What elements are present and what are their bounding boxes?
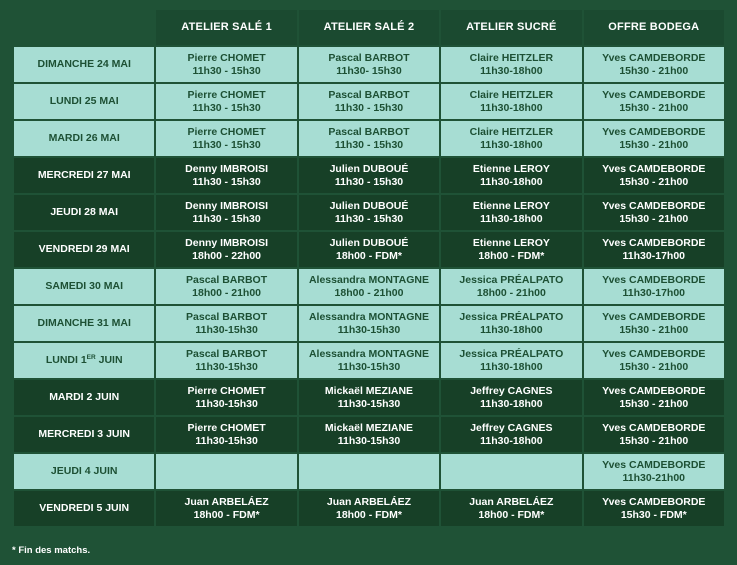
schedule-cell — [299, 269, 439, 304]
schedule-cell — [584, 306, 724, 341]
corner-cell — [14, 10, 154, 45]
chef-name: Jeffrey CAGNES — [470, 384, 553, 397]
time-slot: 15h30 - 21h00 — [619, 212, 689, 225]
time-slot: 11h30 - 15h30 — [192, 64, 261, 77]
schedule-cell — [156, 306, 296, 341]
chef-name: Yves CAMDEBORDE — [602, 88, 706, 101]
schedule-cell — [584, 269, 724, 304]
time-slot: 11h30 - 15h30 — [334, 175, 404, 188]
schedule-cell — [441, 491, 581, 526]
schedule-cell — [584, 343, 724, 378]
time-slot: 15h30 - 21h00 — [619, 397, 689, 410]
schedule-cell — [584, 380, 724, 415]
chef-name: Yves CAMDEBORDE — [602, 236, 706, 249]
day-label — [14, 158, 154, 193]
day-label — [14, 47, 154, 82]
schedule-cell — [299, 195, 439, 230]
time-slot: 18h00 - 21h00 — [334, 286, 404, 299]
time-slot: 11h30 - 15h30 — [192, 212, 261, 225]
time-slot: 11h30-17h00 — [622, 249, 686, 262]
schedule-row — [14, 417, 724, 452]
time-slot: 11h30-18h00 — [480, 397, 543, 410]
schedule-body — [14, 47, 724, 526]
chef-name: Yves CAMDEBORDE — [602, 310, 706, 323]
chef-name: Julien DUBOUÉ — [329, 162, 409, 175]
chef-name: Alessandra MONTAGNE — [308, 310, 429, 323]
chef-name: Yves CAMDEBORDE — [602, 421, 706, 434]
schedule-cell — [584, 158, 724, 193]
schedule-cell — [441, 269, 581, 304]
chef-name: Claire HEITZLER — [469, 125, 554, 138]
schedule-cell — [441, 158, 581, 193]
time-slot: 11h30-18h00 — [480, 434, 543, 447]
time-slot: 11h30-15h30 — [337, 434, 401, 447]
column-header: ATELIER SALÉ 1 — [156, 10, 296, 45]
chef-name: Yves CAMDEBORDE — [602, 199, 706, 212]
schedule-cell — [156, 158, 296, 193]
schedule-cell — [441, 417, 581, 452]
time-slot: 18h00 - 22h00 — [192, 249, 262, 262]
time-slot: 15h30 - 21h00 — [619, 138, 689, 151]
time-slot: 18h00 - FDM* — [336, 249, 402, 262]
schedule-cell — [441, 380, 581, 415]
time-slot: 18h00 - 21h00 — [476, 286, 546, 299]
chef-name: Pascal BARBOT — [186, 273, 268, 286]
schedule-cell — [299, 158, 439, 193]
time-slot: 11h30 - 15h30 — [334, 101, 404, 114]
schedule-row — [14, 121, 724, 156]
day-text: JEUDI 28 MAI — [50, 206, 119, 218]
schedule-cell — [584, 232, 724, 267]
day-text: LUNDI 25 MAI — [49, 95, 119, 107]
schedule-cell — [441, 195, 581, 230]
chef-name: Pascal BARBOT — [328, 88, 410, 101]
day-label — [14, 491, 154, 526]
chef-name: Etienne LEROY — [472, 162, 550, 175]
schedule-row — [14, 269, 724, 304]
schedule-cell — [441, 47, 581, 82]
schedule-row — [14, 47, 724, 82]
schedule-cell — [584, 195, 724, 230]
chef-name: Denny IMBROISI — [185, 199, 268, 212]
time-slot: 18h00 - FDM* — [336, 508, 402, 521]
chef-name: Pascal BARBOT — [328, 125, 410, 138]
schedule-cell — [299, 491, 439, 526]
schedule-cell — [299, 417, 439, 452]
chef-name: Jeffrey CAGNES — [470, 421, 553, 434]
time-slot: 11h30-15h30 — [337, 360, 401, 373]
chef-name: Jessica PRÉALPATO — [459, 347, 564, 360]
chef-name: Yves CAMDEBORDE — [602, 162, 706, 175]
day-label — [14, 121, 154, 156]
schedule-cell — [156, 417, 296, 452]
chef-name: Denny IMBROISI — [185, 236, 268, 249]
chef-name: Etienne LEROY — [472, 236, 550, 249]
time-slot: 11h30 - 15h30 — [334, 212, 404, 225]
schedule-cell — [299, 84, 439, 119]
time-slot: 11h30-18h00 — [480, 64, 543, 77]
chef-name: Mickaël MEZIANE — [324, 384, 414, 397]
schedule-cell — [156, 47, 296, 82]
footnote: * Fin des matchs. — [12, 545, 91, 556]
time-slot: 18h00 - FDM* — [478, 249, 545, 262]
chef-name: Yves CAMDEBORDE — [602, 458, 706, 471]
schedule-row — [14, 158, 724, 193]
day-ordinal: ER — [86, 354, 96, 361]
schedule-cell — [584, 454, 724, 489]
day-label — [14, 195, 154, 230]
chef-name: Yves CAMDEBORDE — [602, 347, 706, 360]
chef-name: Pascal BARBOT — [186, 310, 268, 323]
column-header: ATELIER SALÉ 2 — [299, 10, 439, 45]
time-slot: 18h00 - FDM* — [478, 508, 545, 521]
chef-name: Alessandra MONTAGNE — [308, 347, 429, 360]
schedule-cell — [299, 232, 439, 267]
day-text: MERCREDI 3 JUIN — [38, 428, 130, 440]
day-label — [14, 454, 154, 489]
chef-name: Yves CAMDEBORDE — [602, 384, 706, 397]
chef-name: Juan ARBELÁEZ — [469, 495, 554, 508]
schedule-cell — [156, 269, 296, 304]
day-label — [14, 269, 154, 304]
chef-name: Juan ARBELÁEZ — [184, 495, 269, 508]
time-slot: 11h30-17h00 — [622, 286, 686, 299]
day-text: MERCREDI 27 MAI — [37, 169, 131, 181]
schedule-cell — [441, 232, 581, 267]
column-header: OFFRE BODEGA — [584, 10, 724, 45]
day-text: MARDI 26 MAI — [48, 132, 120, 144]
schedule-cell — [584, 491, 724, 526]
chef-name: Pascal BARBOT — [328, 51, 410, 64]
schedule-row — [14, 491, 724, 526]
day-text: SAMEDI 30 MAI — [45, 280, 123, 292]
time-slot: 15h30 - FDM* — [620, 508, 687, 521]
day-text: DIMANCHE 24 MAI — [37, 58, 131, 70]
schedule-row — [14, 380, 724, 415]
chef-name: Pierre CHOMET — [187, 125, 266, 138]
schedule-cell — [299, 454, 439, 489]
day-text: VENDREDI 5 JUIN — [39, 502, 130, 514]
time-slot: 11h30-18h00 — [480, 138, 543, 151]
schedule-cell — [156, 454, 296, 489]
time-slot: 11h30 - 15h30 — [192, 175, 261, 188]
time-slot: 11h30-18h00 — [480, 175, 543, 188]
day-label — [14, 306, 154, 341]
day-label — [14, 380, 154, 415]
header-row — [14, 10, 724, 45]
schedule-cell — [441, 454, 581, 489]
chef-name: Denny IMBROISI — [185, 162, 268, 175]
chef-name: Juan ARBELÁEZ — [326, 495, 412, 508]
schedule-cell — [156, 343, 296, 378]
time-slot: 15h30 - 21h00 — [619, 64, 689, 77]
day-label — [14, 232, 154, 267]
time-slot: 11h30-18h00 — [480, 101, 543, 114]
schedule-table — [12, 8, 726, 528]
schedule-cell — [299, 47, 439, 82]
time-slot: 11h30-15h30 — [195, 434, 258, 447]
schedule-row — [14, 84, 724, 119]
chef-name: Yves CAMDEBORDE — [602, 51, 706, 64]
day-label — [14, 84, 154, 119]
schedule-cell — [584, 121, 724, 156]
chef-name: Julien DUBOUÉ — [329, 236, 409, 249]
chef-name: Claire HEITZLER — [469, 51, 554, 64]
time-slot: 11h30-21h00 — [622, 471, 686, 484]
chef-name: Pierre CHOMET — [187, 384, 266, 397]
chef-name: Jessica PRÉALPATO — [459, 273, 564, 286]
time-slot: 11h30 - 15h30 — [192, 101, 261, 114]
schedule-cell — [156, 195, 296, 230]
schedule-cell — [299, 121, 439, 156]
time-slot: 11h30-15h30 — [337, 397, 401, 410]
chef-name: Julien DUBOUÉ — [329, 199, 409, 212]
schedule-cell — [156, 232, 296, 267]
schedule-row — [14, 195, 724, 230]
day-text: DIMANCHE 31 MAI — [37, 317, 131, 329]
chef-name: Jessica PRÉALPATO — [459, 310, 564, 323]
time-slot: 18h00 - FDM* — [193, 508, 260, 521]
schedule-cell — [441, 306, 581, 341]
schedule-cell — [299, 306, 439, 341]
chef-name: Pierre CHOMET — [187, 421, 266, 434]
schedule-row — [14, 454, 724, 489]
day-label — [14, 417, 154, 452]
schedule-cell — [441, 121, 581, 156]
time-slot: 11h30-15h30 — [337, 323, 401, 336]
time-slot: 11h30-15h30 — [195, 323, 258, 336]
schedule-row — [14, 232, 724, 267]
schedule-cell — [584, 47, 724, 82]
time-slot: 11h30-15h30 — [195, 397, 258, 410]
chef-name: Pascal BARBOT — [186, 347, 268, 360]
chef-name: Etienne LEROY — [472, 199, 550, 212]
schedule-cell — [584, 84, 724, 119]
time-slot: 15h30 - 21h00 — [619, 175, 689, 188]
chef-name: Alessandra MONTAGNE — [308, 273, 429, 286]
schedule-cell — [441, 84, 581, 119]
schedule-cell — [156, 84, 296, 119]
schedule-row — [14, 306, 724, 341]
time-slot: 15h30 - 21h00 — [619, 360, 689, 373]
time-slot: 11h30 - 15h30 — [334, 138, 404, 151]
time-slot: 18h00 - 21h00 — [192, 286, 262, 299]
chef-name: Pierre CHOMET — [187, 51, 266, 64]
day-text: LUNDI 1 — [45, 354, 87, 366]
schedule-cell — [584, 417, 724, 452]
chef-name: Mickaël MEZIANE — [324, 421, 414, 434]
time-slot: 11h30-18h00 — [480, 212, 543, 225]
day-label — [14, 343, 154, 378]
time-slot: 11h30-15h30 — [195, 360, 258, 373]
chef-name: Pierre CHOMET — [187, 88, 266, 101]
chef-name: Claire HEITZLER — [469, 88, 554, 101]
schedule-cell — [156, 491, 296, 526]
time-slot: 11h30-18h00 — [480, 360, 543, 373]
schedule-cell — [156, 121, 296, 156]
day-text: JEUDI 4 JUIN — [50, 465, 118, 477]
column-header: ATELIER SUCRÉ — [441, 10, 581, 45]
chef-name: Yves CAMDEBORDE — [602, 495, 706, 508]
chef-name: Yves CAMDEBORDE — [602, 125, 706, 138]
schedule-cell — [156, 380, 296, 415]
time-slot: 11h30 - 15h30 — [192, 138, 261, 151]
schedule-cell — [299, 343, 439, 378]
chef-name: Yves CAMDEBORDE — [602, 273, 706, 286]
time-slot: 11h30- 15h30 — [336, 64, 402, 77]
time-slot: 15h30 - 21h00 — [619, 101, 689, 114]
day-text: MARDI 2 JUIN — [49, 391, 120, 403]
time-slot: 15h30 - 21h00 — [619, 434, 689, 447]
schedule-cell — [299, 380, 439, 415]
day-month: JUIN — [95, 354, 123, 366]
time-slot: 15h30 - 21h00 — [619, 323, 689, 336]
time-slot: 11h30-18h00 — [480, 323, 543, 336]
day-text: VENDREDI 29 MAI — [38, 243, 130, 255]
schedule-row — [14, 343, 724, 378]
schedule-cell — [441, 343, 581, 378]
